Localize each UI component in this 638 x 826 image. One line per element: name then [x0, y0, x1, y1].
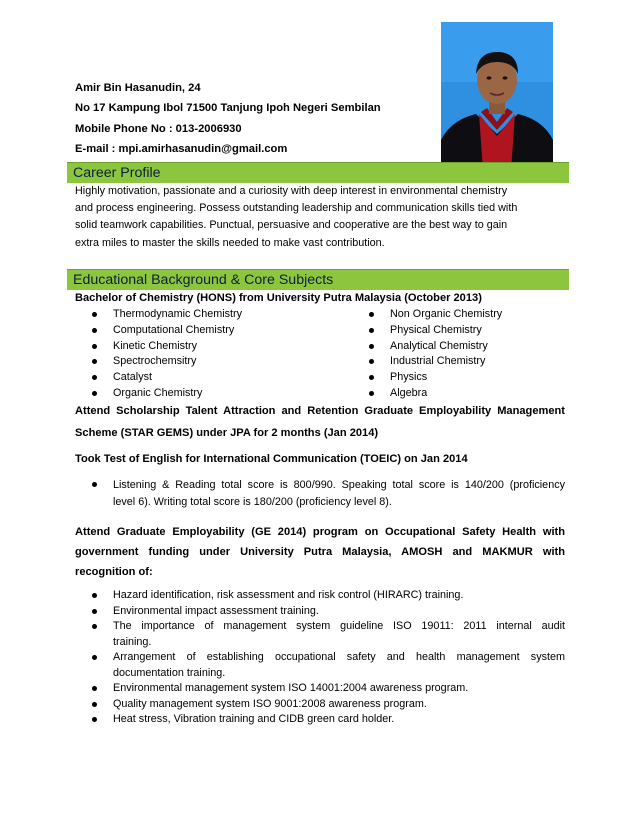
ge-item: Quality management system ISO 9001:2008 awareness program. — [90, 697, 565, 713]
email: E-mail : mpi.amirhasanudin@gmail.com — [75, 142, 288, 155]
subject-item: Physical Chemistry — [367, 323, 502, 339]
subject-item: Algebra — [367, 386, 502, 402]
bullet-icon — [369, 312, 374, 317]
career-line: solid teamwork capabilities. Punctual, persuasive and cooperative are the best way to gain — [75, 219, 508, 232]
subject-item: Spectrochemsitry — [90, 354, 242, 370]
phone: Mobile Phone No : 013-2006930 — [75, 122, 242, 135]
ge-item: Heat stress, Vibration training and CIDB green card holder. — [90, 712, 565, 728]
profile-photo — [441, 22, 553, 170]
subject-item: Catalyst — [90, 370, 242, 386]
bullet-icon — [92, 328, 97, 333]
bullet-icon — [92, 312, 97, 317]
ge-item: Environmental impact assessment training. — [90, 604, 565, 620]
toeic-heading: Took Test of English for International Communication (TOEIC) on Jan 2014 — [75, 453, 468, 465]
career-profile-bar — [67, 162, 569, 183]
ge-item: Environmental management system ISO 14001:2004 awareness program. — [90, 681, 565, 697]
ge-line: recognition of: — [75, 566, 153, 578]
ge-item: Arrangement of establishing occupational safety and health management system documentation training. — [90, 650, 565, 681]
address: No 17 Kampung Ibol 71500 Tanjung Ipoh Negeri Sembilan — [75, 102, 381, 115]
education-bar — [67, 269, 569, 290]
ge-line: Attend Graduate Employability (GE 2014) program on Occupational Safety Health with — [75, 526, 565, 538]
bullet-icon — [92, 609, 97, 614]
bullet-icon — [92, 655, 97, 660]
career-line: extra miles to master the skills needed to make vast contribution. — [75, 236, 385, 249]
bullet-icon — [92, 391, 97, 396]
bullet-icon — [92, 375, 97, 380]
career-profile-title: Career Profile — [73, 165, 161, 181]
ge-line: government funding under University Putra Malaysia, AMOSH and MAKMUR with — [75, 546, 565, 558]
bullet-icon — [369, 391, 374, 396]
contact-header — [75, 78, 435, 159]
subject-item: Thermodynamic Chemistry — [90, 307, 242, 323]
subject-item: Physics — [367, 370, 502, 386]
bullet-icon — [92, 686, 97, 691]
subjects-right-column — [367, 307, 502, 402]
star-gems-line: Attend Scholarship Talent Attraction and Retention Graduate Employability Management — [75, 405, 565, 417]
subject-item: Analytical Chemistry — [367, 339, 502, 355]
subject-item: Non Organic Chemistry — [367, 307, 502, 323]
career-profile-text — [75, 183, 555, 252]
bullet-icon — [369, 344, 374, 349]
subject-item: Organic Chemistry — [90, 386, 242, 402]
bullet-icon — [92, 359, 97, 364]
toeic-list — [90, 477, 565, 511]
education-title: Educational Background & Core Subjects — [73, 272, 334, 288]
ge-item: Hazard identification, risk assessment and risk control (HIRARC) training. — [90, 588, 565, 604]
subject-item: Industrial Chemistry — [367, 354, 502, 370]
toeic-item: Listening & Reading total score is 800/990. Speaking total score is 140/200 (proficiency level 6). Writing total score is 180/200 (proficiency level 8). — [90, 477, 565, 511]
bullet-icon — [369, 375, 374, 380]
bullet-icon — [92, 344, 97, 349]
bullet-icon — [369, 359, 374, 364]
bullet-icon — [92, 482, 97, 487]
star-gems-line: Scheme (STAR GEMS) under JPA for 2 months (Jan 2014) — [75, 427, 379, 439]
bullet-icon — [92, 717, 97, 722]
portrait-photo-icon — [441, 22, 553, 170]
name-age: Amir Bin Hasanudin, 24 — [75, 82, 201, 94]
bullet-icon — [92, 593, 97, 598]
bullet-icon — [92, 702, 97, 707]
subject-item: Computational Chemistry — [90, 323, 242, 339]
career-line: Highly motivation, passionate and a curiosity with deep interest in environmental chemistry — [75, 185, 508, 197]
bullet-icon — [92, 624, 97, 629]
degree: Bachelor of Chemistry (HONS) from University Putra Malaysia (October 2013) — [75, 292, 482, 304]
bullet-icon — [369, 328, 374, 333]
career-line: and process engineering. Possess outstanding leadership and communication skills tied with — [75, 202, 518, 215]
subject-item: Kinetic Chemistry — [90, 339, 242, 355]
ge-item: The importance of management system guideline ISO 19011: 2011 internal audit training. — [90, 619, 565, 650]
ge-list — [90, 588, 565, 728]
subjects-left-column — [90, 307, 242, 402]
